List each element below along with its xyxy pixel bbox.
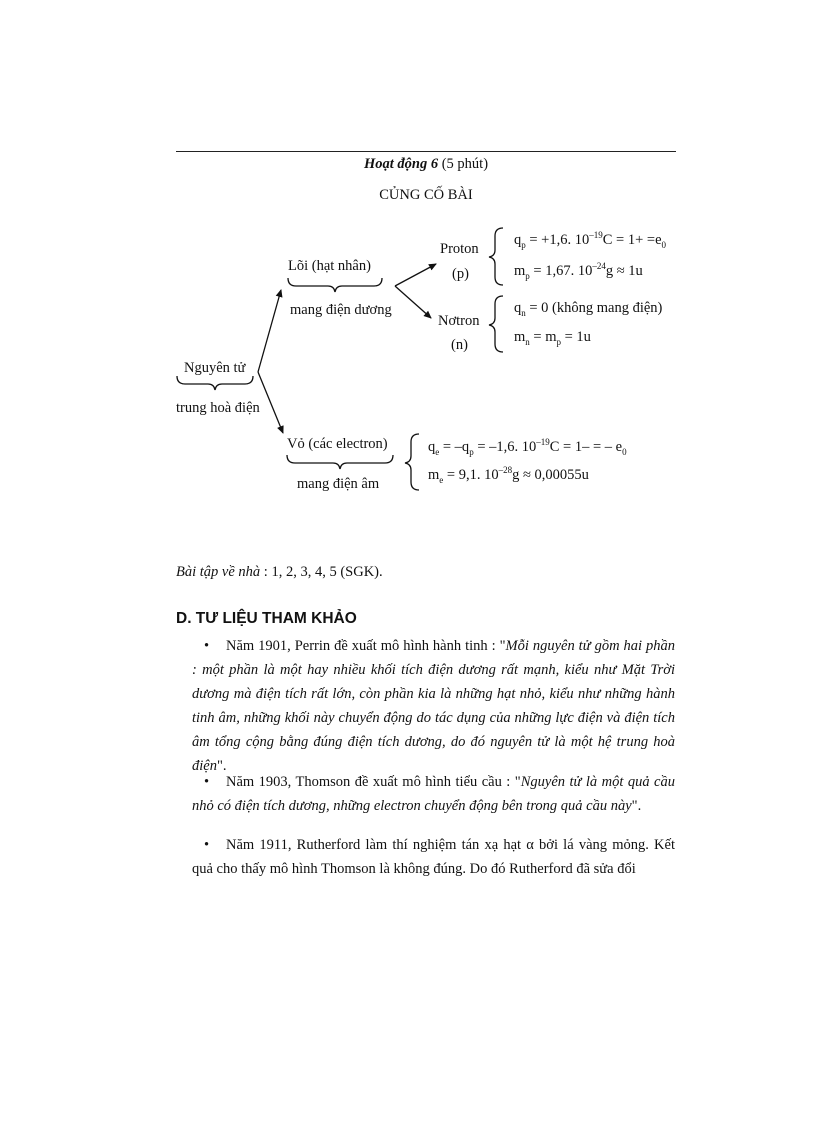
neutron-label: Nơtron <box>438 313 480 329</box>
arrow-to-shell <box>258 372 283 433</box>
activity-label: Hoạt động 6 <box>363 156 439 172</box>
atom-label: Nguyên tử <box>184 360 246 376</box>
proton-mass-formula: $m_p = 1,67$. $10^{-24}g \approx 1u$ <box>514 261 643 281</box>
nucleus-note: mang điện dương <box>290 302 392 318</box>
paragraph-perrin: • Năm 1901, Perrin đề xuất mô hình hành tinh : "Mỗi nguyên tử gồm hai phần : một phần là một hay nhiều khối tích điện dương rất mạnh, kiểu như Mặt Trời dương mà điện tích rất lớn, còn phần kia là những hạt nhỏ, kiểu như những hành tinh âm, những khối này chuyển động do tác dụng của những lực điện và điện tích âm tổng cộng bằng đúng điện tích dương, do đó nguyên tử là một hệ trung hoà điện". <box>192 634 675 778</box>
homework-line <box>176 563 383 581</box>
atom-structure-diagram <box>0 0 816 560</box>
nucleus-label: Lõi (hạt nhân) <box>288 258 371 274</box>
neutron-mass-formula: $m_n = m_p = 1u$ <box>514 329 591 347</box>
proton-symbol: (p) <box>452 266 469 282</box>
shell-underbrace <box>287 455 393 469</box>
bullet-icon: • <box>204 774 210 790</box>
lesson-subtitle: CỦNG CỐ BÀI <box>379 187 473 203</box>
activity-duration: (5 phút) <box>441 156 489 172</box>
proton-label: Proton <box>440 241 479 257</box>
bullet-icon: • <box>204 837 210 853</box>
shell-label: Vỏ (các electron) <box>287 436 388 452</box>
arrow-to-nucleus <box>258 290 281 372</box>
paragraph-thomson: • Năm 1903, Thomson đề xuất mô hình tiểu cầu : "Nguyên tử là một quả cầu nhỏ có điện tích dương, những electron chuyển động bên trong quả cầu này". <box>192 770 675 818</box>
electron-brace <box>405 434 419 490</box>
proton-brace <box>489 228 503 285</box>
atom-underbrace <box>177 376 253 390</box>
bullet-icon: • <box>204 638 210 654</box>
neutron-symbol: (n) <box>451 337 468 353</box>
section-heading: D. TƯ LIỆU THAM KHẢO <box>176 610 357 627</box>
homework-label: Bài tập về nhà <box>176 564 261 580</box>
proton-charge-formula: $q_p = +1,6$. $10^{-19}C = 1+ =e_0$ <box>514 230 666 250</box>
arrow-to-proton <box>395 264 436 286</box>
electron-charge-formula: $q_e = -q_p = -1,6$. $10^{-19}C = 1-$ = – $e_0$ <box>428 437 627 457</box>
paragraph-rutherford: • Năm 1911, Rutherford làm thí nghiệm tán xạ hạt α bởi lá vàng mỏng. Kết quả cho thấy mô hình Thomson là không đúng. Do đó Rutherford đã sửa đổi <box>192 833 675 881</box>
neutron-charge-formula: $q_n = 0$ (không mang điện) <box>514 300 663 318</box>
nucleus-underbrace <box>288 278 382 292</box>
neutron-brace <box>489 296 503 352</box>
atom-note: trung hoà điện <box>176 400 260 416</box>
homework-text: : 1, 2, 3, 4, 5 (SGK). <box>260 564 383 580</box>
shell-note: mang điện âm <box>297 476 380 492</box>
arrow-to-neutron <box>395 286 431 318</box>
electron-mass-formula: $m_e = 9,1$. $10^{-28}g \approx 0,00055u$ <box>428 465 589 485</box>
